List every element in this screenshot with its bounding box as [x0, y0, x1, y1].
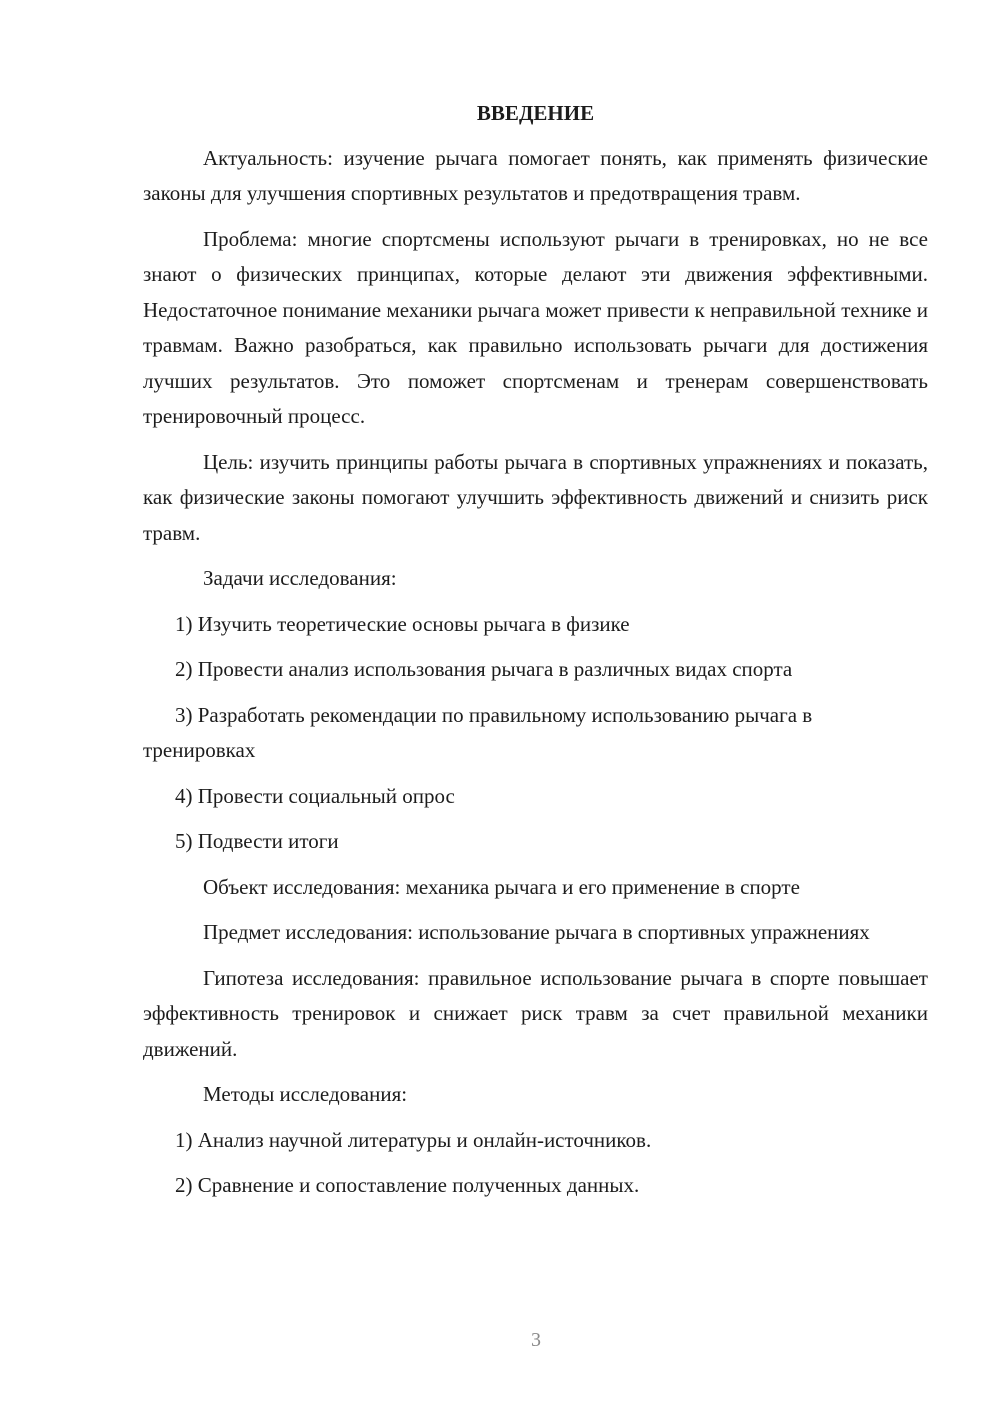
problem-paragraph: Проблема: многие спортсмены используют рычаги в тренировках, но не все знают о физических принципах, которые делают эти движения эффективными. Недостаточное понимание механики рычага может привести к неправильной технике и травмам. Важно разобраться, как правильно использовать рычаги для достижения лучших результатов. Это поможет спортсменам и тренерам совершенствовать тренировочный процесс. — [143, 226, 928, 428]
page-number: 3 — [531, 1329, 541, 1351]
task-item: 4) Провести социальный опрос — [175, 783, 455, 808]
task-item: 2) Провести анализ использования рычага в различных видах спорта — [175, 657, 793, 681]
methods-heading: Методы исследования: — [203, 1082, 408, 1106]
task-item: 3) Разработать рекомендации по правильному использованию рычага в тренировках — [143, 702, 813, 762]
task-item: 5) Подвести итоги — [175, 829, 339, 853]
hypothesis-paragraph: Гипотеза исследования: правильное использование рычага в спорте повышает эффективность тренировок и снижает риск травм за счет правильной механики движений. — [143, 965, 928, 1061]
section-heading: ВВЕДЕНИЕ — [476, 101, 595, 125]
method-item: 1) Анализ научной литературы и онлайн-источников. — [175, 1127, 652, 1152]
tasks-heading: Задачи исследования: — [203, 566, 397, 590]
method-item: 2) Сравнение и сопоставление полученных данных. — [175, 1173, 640, 1197]
object-paragraph: Объект исследования: механика рычага и его применение в спорте — [203, 874, 800, 899]
task-item: 1) Изучить теоретические основы рычага в физике — [175, 611, 630, 636]
goal-paragraph: Цель: изучить принципы работы рычага в спортивных упражнениях и показать, как физические законы помогают улучшить эффективность движений и снизить риск травм. — [143, 449, 928, 545]
page-content — [143, 96, 928, 1214]
subject-paragraph: Предмет исследования: использование рычага в спортивных упражнениях — [203, 920, 870, 944]
relevance-paragraph: Актуальность: изучение рычага помогает понять, как применять физические законы для улучшения спортивных результатов и предотвращения травм. — [143, 145, 928, 205]
